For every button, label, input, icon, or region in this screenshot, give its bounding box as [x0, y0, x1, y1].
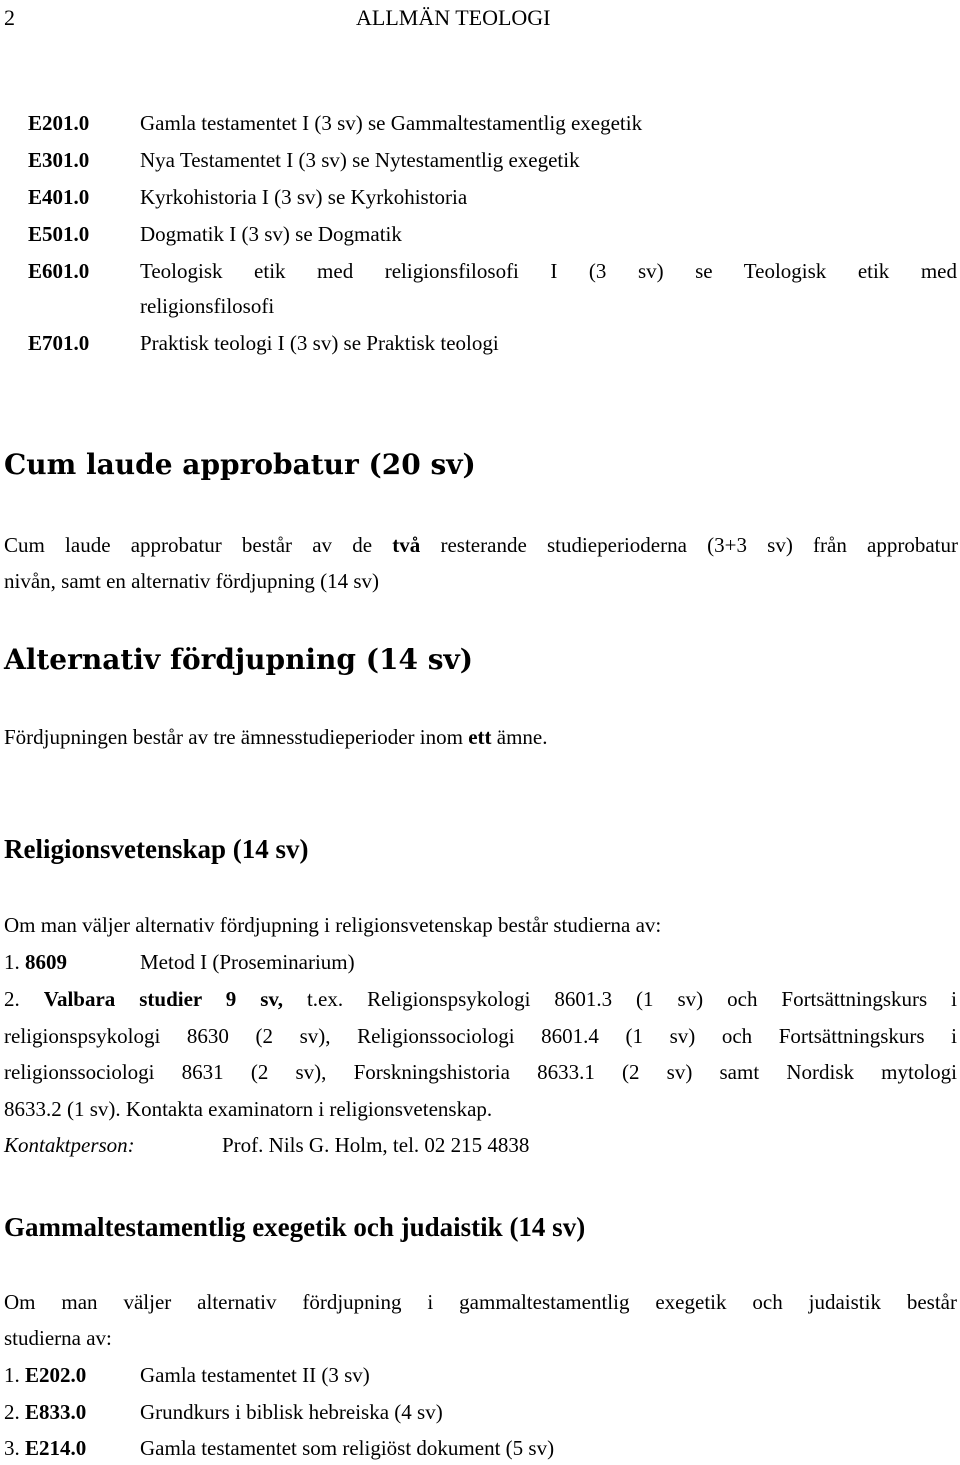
- page-title: ALLMÄN TEOLOGI: [356, 5, 551, 30]
- course-code: E401.0: [28, 185, 90, 209]
- list-code-cell: [4, 1365, 86, 1386]
- list-number: 1.: [4, 1363, 20, 1387]
- list-number: 1.: [4, 950, 20, 974]
- course-code: E701.0: [28, 331, 90, 355]
- course-code: E201.0: [28, 111, 90, 135]
- paragraph-cum-laude-line1: [4, 535, 958, 556]
- religion-intro: Om man väljer alternativ fördjupning i religionsvetenskap består studierna av:: [4, 913, 662, 937]
- text-span: Cum laude approbatur består av de: [4, 533, 373, 557]
- course-code: E301.0: [28, 148, 90, 172]
- section-heading-cum-laude: Cum laude approbatur (20 sv): [4, 448, 476, 481]
- course-text: Kyrkohistoria I (3 sv) se Kyrkohistoria: [140, 185, 468, 209]
- course-text: Gamla testamentet II (3 sv): [140, 1363, 370, 1387]
- course-text: Nya Testamentet I (3 sv) se Nytestamentlig exegetik: [140, 148, 580, 172]
- religion-item-1-text: Metod I (Proseminarium): [140, 950, 355, 974]
- list-number: 2.: [4, 987, 20, 1011]
- religion-line-5: 8633.2 (1 sv). Kontakta examinatorn i religionsvetenskap.: [4, 1097, 493, 1121]
- course-text: Grundkurs i biblisk hebreiska (4 sv): [140, 1400, 443, 1424]
- course-code: E833.0: [25, 1400, 87, 1424]
- course-code: E501.0: [28, 222, 90, 246]
- text-span: Fördjupningen består av tre ämnesstudieperioder inom: [4, 725, 463, 749]
- course-text: Gamla testamentet som religiöst dokument (5 sv): [140, 1436, 555, 1460]
- emphasis: ett: [468, 725, 492, 749]
- course-text-continuation: religionsfilosofi: [140, 294, 275, 318]
- course-text: Teologisk etik med religionsfilosofi I (3 sv) se Teologisk etik med: [140, 259, 957, 283]
- gt-intro-line1: Om man väljer alternativ fördjupning i gammaltestamentlig exegetik och judaistik består: [4, 1290, 957, 1314]
- list-code-cell: [4, 1438, 86, 1459]
- religion-item-1: [4, 952, 67, 973]
- emphasis: två: [392, 533, 421, 557]
- text-span: t.ex. Religionspsykologi 8601.3 (1 sv) och Fortsättningskurs i: [306, 987, 958, 1011]
- course-text: Praktisk teologi I (3 sv) se Praktisk teologi: [140, 331, 499, 355]
- religion-line-4: religionssociologi 8631 (2 sv), Forskningshistoria 8633.1 (2 sv) samt Nordisk mytologi: [4, 1060, 957, 1084]
- emphasis: Valbara studier 9 sv,: [43, 987, 284, 1011]
- text-span: ämne.: [496, 725, 548, 749]
- section-heading-gt: Gammaltestamentlig exegetik och judaistik (14 sv): [4, 1212, 586, 1242]
- list-code-cell: [4, 1402, 86, 1423]
- course-code: 8609: [25, 950, 67, 974]
- course-text: Gamla testamentet I (3 sv) se Gammaltestamentlig exegetik: [140, 111, 643, 135]
- paragraph-cum-laude-line2: nivån, samt en alternativ fördjupning (14 sv): [4, 569, 379, 593]
- text-span: resterande studieperioderna (3+3 sv) från approbatur: [440, 533, 958, 557]
- list-number: 2.: [4, 1400, 20, 1424]
- course-code: E214.0: [25, 1436, 87, 1460]
- list-number: 3.: [4, 1436, 20, 1460]
- course-code: E601.0: [28, 259, 90, 283]
- contact-label: Kontaktperson:: [4, 1133, 135, 1157]
- page-number: 2: [4, 5, 15, 30]
- gt-intro-line2: studierna av:: [4, 1326, 112, 1350]
- course-code: E202.0: [25, 1363, 87, 1387]
- paragraph-alternativ: [4, 727, 548, 748]
- section-heading-alternativ: Alternativ fördjupning (14 sv): [4, 643, 473, 676]
- religion-line-3: religionspsykologi 8630 (2 sv), Religionssociologi 8601.4 (1 sv) och Fortsättningskurs i: [4, 1024, 957, 1048]
- course-text: Dogmatik I (3 sv) se Dogmatik: [140, 222, 402, 246]
- contact-value: Prof. Nils G. Holm, tel. 02 215 4838: [222, 1133, 530, 1157]
- section-heading-religionsvetenskap: Religionsvetenskap (14 sv): [4, 834, 309, 864]
- religion-item-2: [4, 989, 957, 1010]
